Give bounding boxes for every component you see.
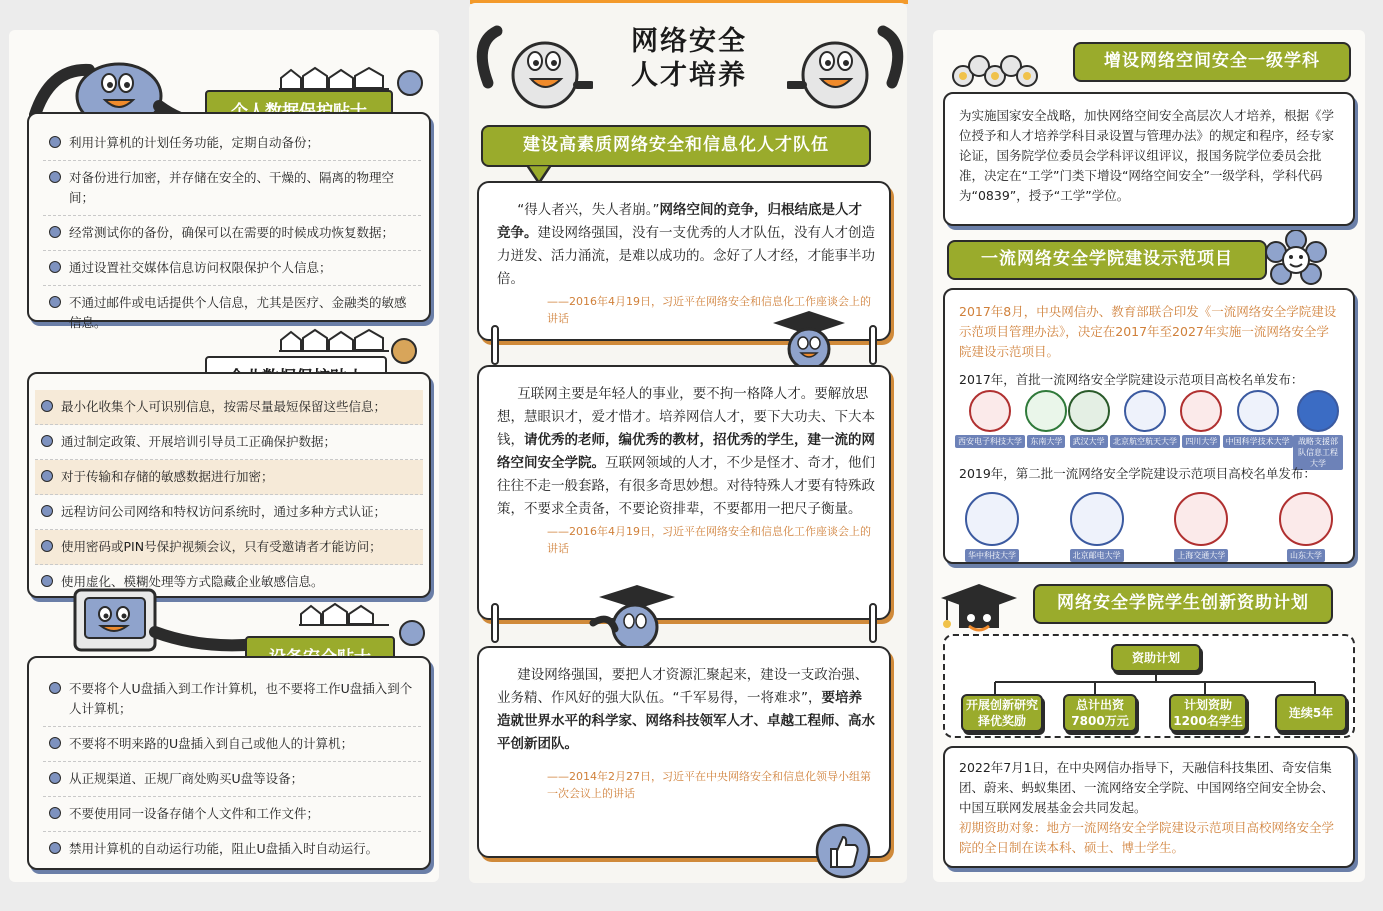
university-seal-icon: [1025, 390, 1067, 432]
quote-bold-segment: 网络空间的竞争，归根结底是人才竞争。: [497, 202, 862, 241]
pin-icon: [41, 505, 53, 517]
tip-text: 利用计算机的计划任务功能，定期自动备份；: [69, 135, 320, 150]
quote-source: ——2014年2月27日，习近平在中央网络安全和信息化领导小组第一次会议上的讲话: [547, 770, 871, 800]
university-seal-icon: [1070, 492, 1124, 546]
list-item: [43, 832, 421, 866]
quote-bold-segment: 请优秀的老师，编优秀的教材，招优秀的学生，建一流的网络空间安全学院。: [497, 432, 875, 471]
enterprise-tips-box: [27, 372, 431, 598]
demo-intro-text: 2017年8月，中央网信办、教育部联合印发《一流网络安全学院建设示范项目管理办法》，决定在2017年至2027年实施一流网络安全学院建设示范项目。: [959, 304, 1337, 359]
list-item: [43, 672, 421, 727]
pin-icon: [41, 470, 53, 482]
pin-icon: [41, 400, 53, 412]
university-logo: [1293, 390, 1343, 470]
personal-tips-list: [43, 126, 421, 340]
university-logo: [965, 492, 1019, 562]
left-header-mascot-icon: [473, 23, 593, 113]
middle-panel: [469, 3, 907, 883]
pin-icon: [49, 296, 61, 308]
university-name: 东南大学: [1027, 435, 1065, 448]
university-name: 战略支援部队信息工程大学: [1293, 435, 1343, 470]
university-seal-icon: [1174, 492, 1228, 546]
university-seal-icon: [1297, 390, 1339, 432]
fund-diagram-box: [943, 634, 1355, 738]
university-seal-icon: [969, 390, 1011, 432]
right-header-mascot-icon: [787, 23, 907, 113]
tip-text: 从正规渠道、正规厂商处购买U盘等设备；: [69, 771, 304, 786]
pin-icon: [49, 682, 61, 694]
right-panel: [933, 30, 1365, 882]
personal-tips-box: [27, 112, 431, 330]
quote-segment: 建设网络强国，没有一支优秀的人才队伍，没有人才创造力迸发、活力涌流，是难以成功的。念好了人才经，才能事半功倍。: [497, 225, 875, 287]
tip-text: 禁用计算机的自动运行功能，阻止U盘插入时自动运行。: [69, 841, 379, 856]
title-line-1: 网络安全: [631, 26, 747, 57]
university-name: 上海交通大学: [1174, 549, 1228, 562]
fund-item-button: 开展创新研究择优奖励: [961, 694, 1043, 732]
quote-card-2: [477, 365, 891, 620]
batch1-logo-row: [955, 390, 1343, 470]
list-item: [35, 530, 423, 565]
batch2-logo-row: [965, 492, 1333, 562]
fund-item-button: 计划资助1200名学生: [1169, 694, 1247, 732]
binder-ring-icon: [491, 603, 499, 643]
university-seal-icon: [965, 492, 1019, 546]
list-item: [43, 161, 421, 216]
thumbs-up-icon: [815, 823, 871, 879]
list-item: [35, 460, 423, 495]
pushpin-icon: [399, 620, 425, 646]
smiley-flower-icon: [1263, 230, 1329, 290]
demo-project-box: [943, 288, 1355, 564]
quote-segment: 互联网领域的人才，不少是怪才、奇才，他们往往不走一般套路，有很多奇思妙想。对待特殊人才要有特殊政策，不要求全责备，不要论资排辈，不要都用一把尺子衡量。: [497, 455, 875, 517]
university-logo: [1279, 492, 1333, 562]
discipline-text: 为实施国家安全战略，加快网络空间安全高层次人才培养，根据《学位授予和人才培养学科目录设置与管理办法》的规定和程序，经专家论证，国务院学位委员会学科评议组评议，报国务院学位委员会批准，决定在“工学”门类下增设“网络空间安全”一级学科，学科代码为“0839”，授予“工学”学位。: [959, 108, 1335, 203]
binder-ring-icon: [869, 325, 877, 365]
binder-ring-icon: [869, 603, 877, 643]
list-item: [43, 727, 421, 762]
demo-project-title: 一流网络安全学院建设示范项目: [947, 240, 1267, 280]
batch2-label: 2019年，第二批一流网络安全学院建设示范项目高校名单发布：: [959, 466, 1316, 481]
tip-text: 最小化收集个人可识别信息，按需尽量最短保留这些信息；: [61, 399, 387, 414]
batch1-label: 2017年，首批一流网络安全学院建设示范项目高校名单发布：: [959, 372, 1304, 387]
graduate-mascot-2-icon: [589, 583, 679, 653]
computer-mascot-icon: [39, 582, 279, 662]
quote-text: [497, 664, 875, 756]
list-item: [35, 495, 423, 530]
pushpin-icon: [391, 338, 417, 364]
pin-icon: [49, 226, 61, 238]
tip-text: 通过设置社交媒体信息访问权限保护个人信息；: [69, 260, 332, 275]
university-name: 华中科技大学: [965, 549, 1019, 562]
tip-text: 不要将不明来路的U盘插入到自己或他人的计算机；: [69, 736, 354, 751]
university-seal-icon: [1237, 390, 1279, 432]
discipline-box: [943, 92, 1355, 226]
university-name: 西安电子科技大学: [955, 435, 1025, 448]
quote-text: [497, 383, 875, 521]
title-line-2: 人才培养: [631, 60, 747, 91]
university-logo: [955, 390, 1025, 470]
tip-text: 使用虚化、模糊处理等方式隐藏企业敏感信息。: [61, 574, 324, 589]
pin-icon: [49, 261, 61, 273]
university-seal-icon: [1124, 390, 1166, 432]
pin-icon: [49, 737, 61, 749]
tip-text: 经常测试你的备份，确保可以在需要的时候成功恢复数据；: [69, 225, 395, 240]
houses-decoration-icon: [299, 602, 389, 626]
pushpin-icon: [397, 70, 423, 96]
device-tips-list: [43, 672, 421, 866]
pin-icon: [49, 772, 61, 784]
list-item: [35, 390, 423, 425]
tip-text: 对备份进行加密，并存储在安全的、干燥的、隔离的物理空间；: [69, 170, 395, 205]
fund-text-box: [943, 746, 1355, 868]
quote-segment: “得人者兴，失人者崩。”: [517, 202, 660, 218]
tip-text: 通过制定政策、开展培训引导员工正确保护数据；: [61, 434, 337, 449]
fund-item-button: 总计出资7800万元: [1063, 694, 1137, 732]
fund-text: 2022年7月1日，在中央网信办指导下，天融信科技集团、奇安信集团、蔚来、蚂蚁集团、一流网络安全学院、中国网络空间安全协会、中国互联网发展基金会共同发起。: [959, 760, 1335, 815]
discipline-title: 增设网络空间安全一级学科: [1073, 42, 1351, 82]
left-panel: [9, 30, 439, 882]
fund-target-text: 初期资助对象：地方一流网络安全学院建设示范项目高校网络安全学院的全日制在读本科、硕士、博士学生。: [959, 820, 1335, 855]
university-name: 山东大学: [1287, 549, 1325, 562]
pin-icon: [41, 540, 53, 552]
enterprise-tips-list: [35, 390, 423, 599]
university-name: 北京邮电大学: [1070, 549, 1124, 562]
quote-segment: 建设网络强国，要把人才资源汇聚起来，建设一支政治强、业务精、作风好的强大队伍。“千军易得，一将难求”，: [497, 667, 869, 706]
pin-icon: [49, 842, 61, 854]
list-item: [35, 425, 423, 460]
page-title: [599, 25, 779, 93]
fund-title: 网络安全学院学生创新资助计划: [1033, 584, 1333, 624]
university-logo: [1070, 492, 1124, 562]
fund-item-button: 连续5年: [1275, 694, 1347, 732]
list-item: [43, 251, 421, 286]
university-logo: [1110, 390, 1180, 470]
device-tips-box: [27, 656, 431, 870]
pin-icon: [49, 171, 61, 183]
university-logo: [1174, 492, 1228, 562]
talent-section-title: 建设高素质网络安全和信息化人才队伍: [481, 125, 871, 167]
university-logo: [1223, 390, 1293, 470]
tip-text: 使用密码或PIN号保护视频会议，只有受邀请者才能访问；: [61, 539, 382, 554]
university-name: 北京航空航天大学: [1110, 435, 1180, 448]
pin-icon: [49, 807, 61, 819]
quote-segment: 互联网主要是年轻人的事业，要不拘一格降人才。要解放思想，慧眼识才，爱才惜才。培养网信人才，要下大功夫、下大本钱，: [497, 386, 875, 448]
binder-ring-icon: [491, 325, 499, 365]
list-item: [43, 797, 421, 832]
quote-text: [497, 199, 875, 291]
university-logo: [1025, 390, 1067, 470]
tip-text: 不要将个人U盘插入到工作计算机，也不要将工作U盘插入到个人计算机；: [69, 681, 413, 716]
list-item: [43, 216, 421, 251]
list-item: [43, 126, 421, 161]
tip-text: 不要使用同一设备存储个人文件和工作文件；: [69, 806, 320, 821]
university-seal-icon: [1068, 390, 1110, 432]
quote-bold-segment: 要培养造就世界水平的科学家、网络科技领军人才、卓越工程师、高水平创新团队。: [497, 690, 875, 752]
flower-decoration-icon: [943, 36, 1053, 96]
quote-source: ——2016年4月19日，习近平在网络安全和信息化工作座谈会上的讲话: [547, 525, 871, 555]
pin-icon: [49, 136, 61, 148]
university-name: 武汉大学: [1070, 435, 1108, 448]
tip-text: 不通过邮件或电话提供个人信息，尤其是医疗、金融类的敏感信息。: [69, 295, 407, 330]
fund-center-label: 资助计划: [1111, 644, 1201, 672]
university-seal-icon: [1279, 492, 1333, 546]
university-logo: [1180, 390, 1222, 470]
university-seal-icon: [1180, 390, 1222, 432]
tip-text: 远程访问公司网络和特权访问系统时，通过多种方式认证；: [61, 504, 387, 519]
university-name: 四川大学: [1182, 435, 1220, 448]
quote-source: ——2016年4月19日，习近平在网络安全和信息化工作座谈会上的讲话: [547, 295, 871, 325]
tip-text: 对于传输和存储的敏感数据进行加密；: [61, 469, 274, 484]
houses-decoration-icon: [279, 66, 389, 90]
graduate-mascot-icon: [769, 309, 849, 369]
university-name: 中国科学技术大学: [1223, 435, 1293, 448]
houses-decoration-icon: [279, 328, 389, 352]
list-item: [43, 762, 421, 797]
pin-icon: [41, 435, 53, 447]
university-logo: [1068, 390, 1110, 470]
